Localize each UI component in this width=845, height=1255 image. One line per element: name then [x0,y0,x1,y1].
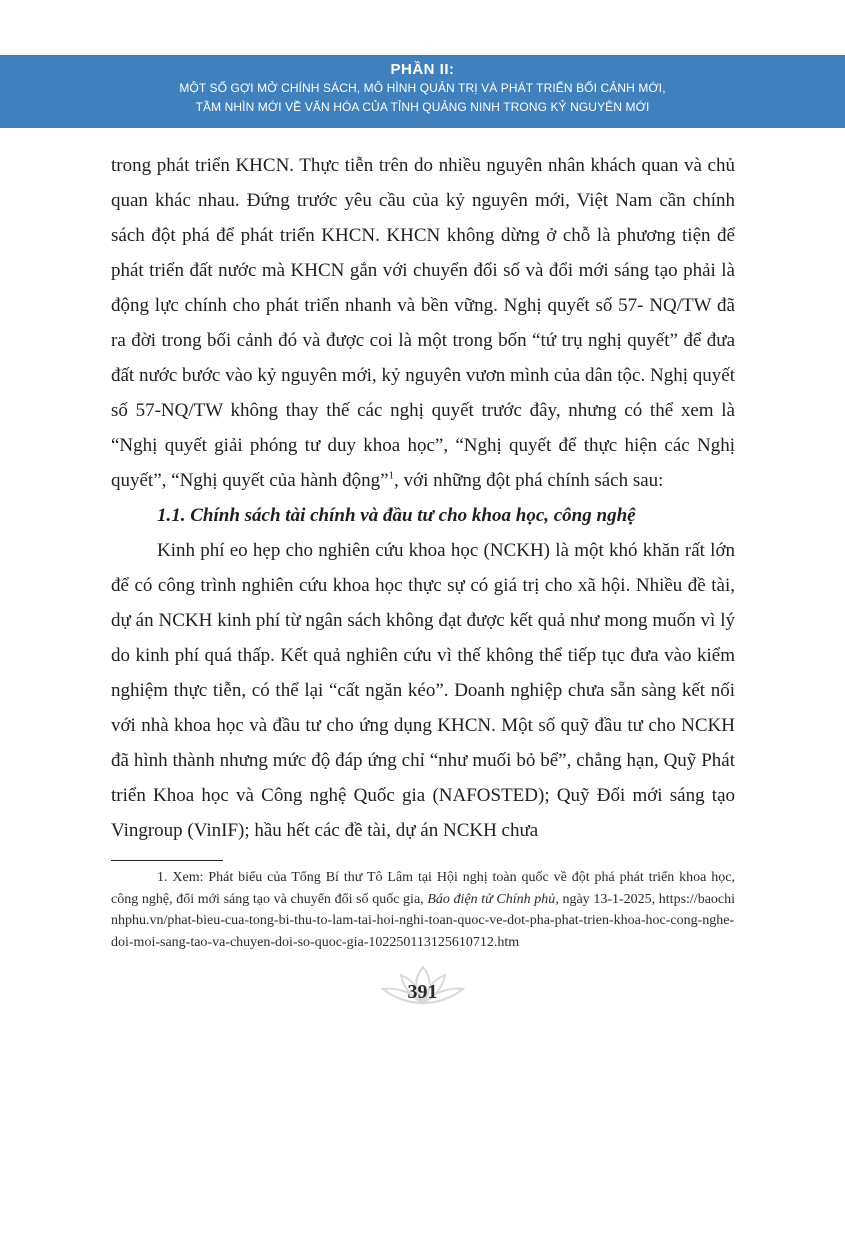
footnote-text [111,867,735,953]
paragraph-intro-end: , với những đột phá chính sách sau: [394,470,664,491]
part-title: PHẦN II: [390,61,455,78]
part-subtitle-line-2: TẦM NHÌN MỚI VỀ VĂN HÓA CỦA TỈNH QUẢNG NINH TRONG KỶ NGUYÊN MỚI [195,100,650,114]
page-column [111,128,735,953]
section-heading: 1.1. Chính sách tài chính và đầu tư cho khoa học, công nghệ [157,505,636,526]
footnote-date: , ngày 13-1-2025, [555,891,659,907]
paragraph-intro [111,148,735,498]
footnote-source: Báo điện tử Chính phủ [427,891,556,907]
main-body [111,148,735,848]
footnote-url[interactable]: https://baochinhphu.vn/phat-bieu-cua-tong-bi-thu-to-lam-tai-hoi-nghi-toan-quoc-ve-dot-pha-phat-trien-khoa-hoc-cong-nghe-doi-moi-sang-tao-va-chuyen-doi-so-quoc-gia-102250113125610712.htm [111,891,736,950]
footnote-reference[interactable]: 1 [388,469,395,482]
part-subtitle-line-1: MỘT SỐ GỢI MỞ CHÍNH SÁCH, MÔ HÌNH QUẢN TRỊ VÀ PHÁT TRIỂN BỐI CẢNH MỚI, [179,81,666,95]
footnote-lead: 1. Xem: Phát biểu của Tổng Bí thư Tô Lâm tại Hội nghị toàn quốc về đột phá phát triển khoa học, công nghệ, đổi mới sáng tạo và chuyển đổi số quốc gia, [111,870,735,907]
chapter-header-banner [0,55,845,128]
page-number-badge [371,963,475,1011]
page-number: 391 [407,981,438,1003]
footnote-divider [111,860,223,861]
footnote [111,867,735,953]
paragraph-intro-text: trong phát triển KHCN. Thực tiễn trên do nhiều nguyên nhân khách quan và chủ quan khác nhau. Đứng trước yêu cầu của kỷ nguyên mới, Việt Nam cần chính sách đột phá để phát triển KHCN. KHCN không dừng ở chỗ là phương tiện để phát triển đất nước mà KHCN gắn với chuyển đổi số và đổi mới sáng tạo phải là động lực chính cho phát triển nhanh và bền vững. Nghị quyết số 57- NQ/TW đã ra đời trong bối cảnh đó và được coi là một trong bốn “tứ trụ nghị quyết” để đưa đất nước bước vào kỷ nguyên mới, kỷ nguyên vươn mình của dân tộc. Nghị quyết số 57-NQ/TW không thay thế các nghị quyết trước đây, nhưng có thể xem là “Nghị quyết giải phóng tư duy khoa học”, “Nghị quyết để thực hiện các Nghị quyết”, “Nghị quyết của hành động” [111,155,735,491]
paragraph-funding: Kinh phí eo hẹp cho nghiên cứu khoa học (NCKH) là một khó khăn rất lớn để có công trình nghiên cứu khoa học thực sự có giá trị cho xã hội. Nhiều đề tài, dự án NCKH kinh phí từ ngân sách không đạt được kết quả như mong muốn vì lý do kinh phí quá thấp. Kết quả nghiên cứu vì thế không thể tiếp tục đưa vào kiểm nghiệm thực tiễn, có thể lại “cất ngăn kéo”. Doanh nghiệp chưa sẵn sàng kết nối với nhà khoa học và đầu tư cho ứng dụng KHCN. Một số quỹ đầu tư cho NCKH đã hình thành nhưng mức độ đáp ứng chỉ “như muối bỏ bể”, chẳng hạn, Quỹ Phát triển Khoa học và Công nghệ Quốc gia (NAFOSTED); Quỹ Đổi mới sáng tạo Vingroup (VinIF); hầu hết các đề tài, dự án NCKH chưa [111,540,735,841]
